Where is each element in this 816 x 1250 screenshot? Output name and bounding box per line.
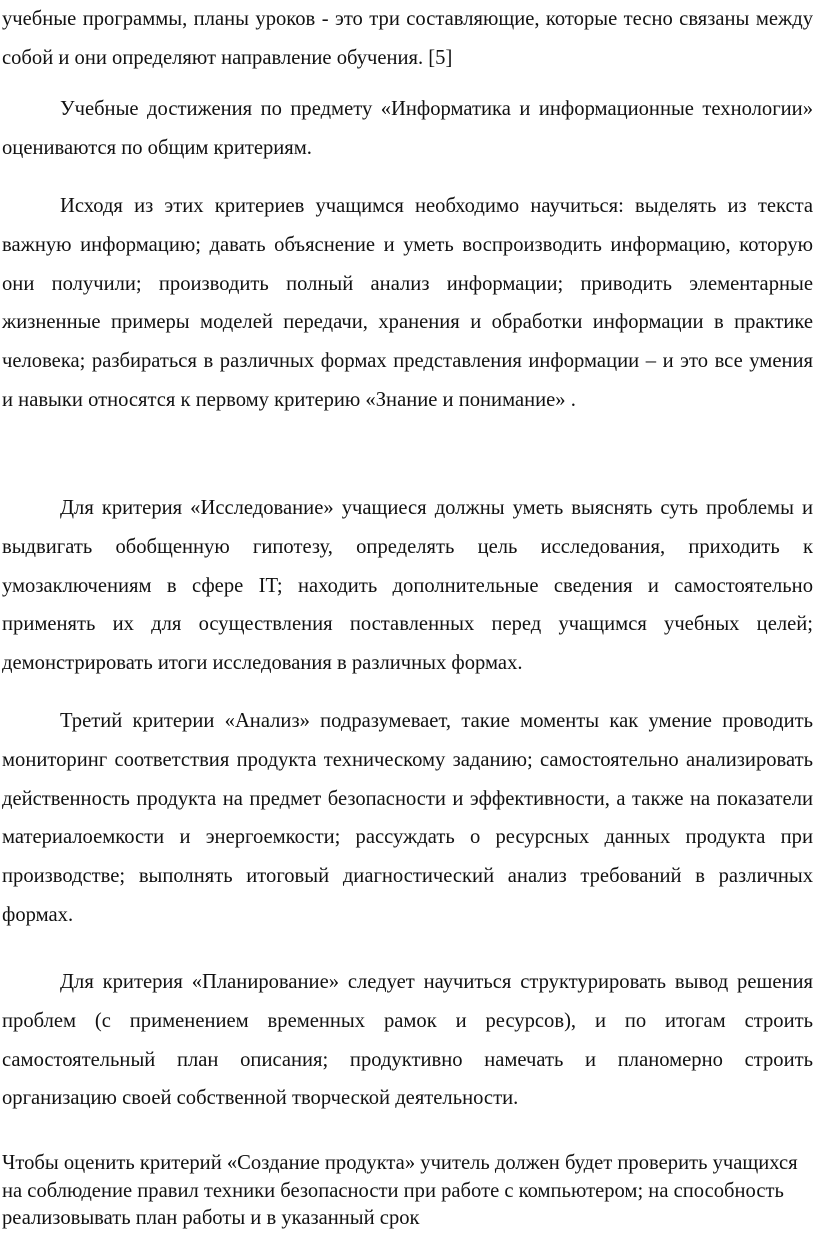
paragraph-subject-achievements: Учебные достижения по предмету «Информатика и информационные технологии» оцениваются по общим критериям. [2,98,813,159]
paragraph-product-criterion: Чтобы оценить критерий «Создание продукта» учитель должен будет проверить учащихся на соблюдение правил техники безопасности при работе с компьютером; на способность реализовывать план работы и в указанный срок [2,1152,798,1229]
paragraph-analysis-criterion: Третий критерии «Анализ» подразумевает, такие моменты как умение проводить мониторинг соответствия продукта техническому заданию; самостоятельно анализировать действенность продукта на предмет безопасности и эффективности, а также на показатели материалоемкости и энергоемкости; рассуждать о ресурсных данных продукта при производстве; выполнять итоговый диагностический анализ требований в различных формах. [2,710,813,926]
paragraph-planning-criterion: Для критерия «Планирование» следует научиться структурировать вывод решения проблем (с применением временных рамок и ресурсов), и по итогам строить самостоятельный план описания; продуктивно намечать и планомерно строить организацию своей собственной творческой деятельности. [2,971,813,1110]
paragraph-knowledge-criterion: Исходя из этих критериев учащимся необходимо научиться: выделять из текста важную информацию; давать объяснение и уметь воспроизводить информацию, которую они получили; производить полный анализ информации; приводить элементарные жизненные примеры моделей передачи, хранения и обработки информации в практике человека; разбираться в различных формах представления информации – и это все умения и навыки относятся к первому критерию «Знание и понимание» . [2,195,813,411]
paragraph-research-criterion: Для критерия «Исследование» учащиеся должны уметь выяснять суть проблемы и выдвигать обобщенную гипотезу, определять цель исследования, приходить к умозаключениям в сфере IT; находить дополнительные сведения и самостоятельно применять их для осуществления поставленных перед учащимся учебных целей; демонстрировать итоги исследования в различных формах. [2,497,813,675]
paragraph-continuation: учебные программы, планы уроков - это три составляющие, которые тесно связаны между собой и они определяют направление обучения. [5] [2,8,813,69]
